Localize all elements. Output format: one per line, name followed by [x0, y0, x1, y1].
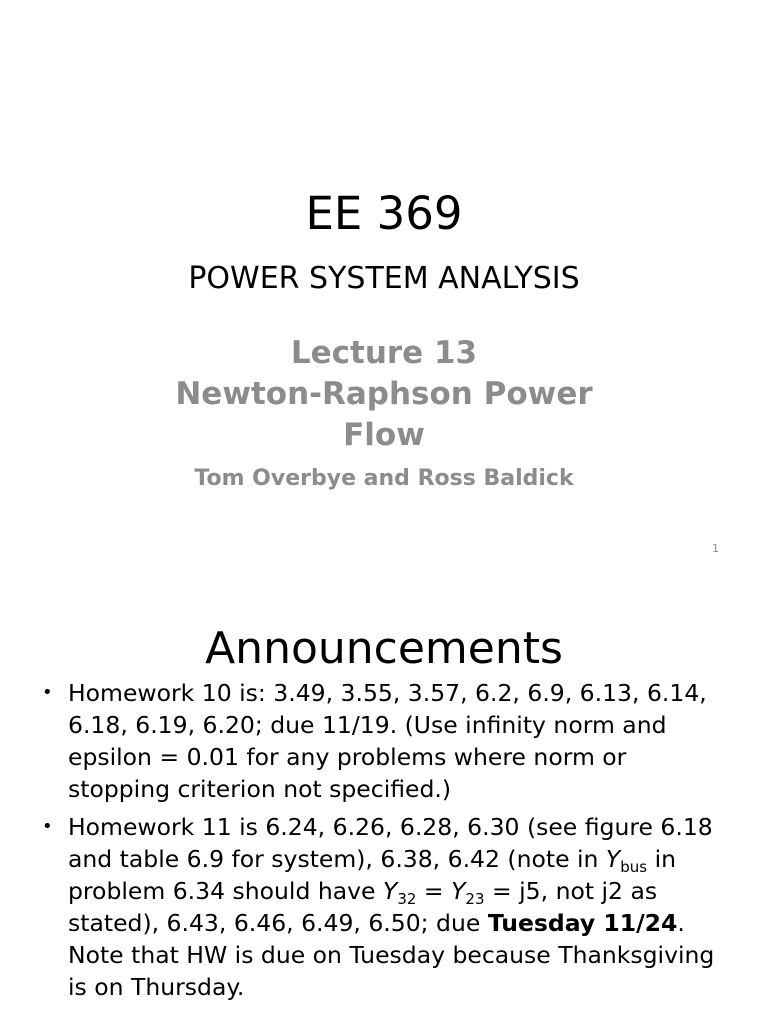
- text-segment: in problem 6.34 should have: [68, 845, 677, 905]
- variable-y: Y: [451, 877, 466, 905]
- due-date: Tuesday 11/24: [487, 909, 678, 937]
- variable-y: Y: [605, 845, 621, 873]
- text-segment: Homework 11 is 6.24, 6.26, 6.28, 6.30 (see figure 6.18 and table 6.9 for system), 6.38, 6.42 (note in: [68, 813, 713, 873]
- page-number: 1: [712, 542, 719, 555]
- lecture-number: Lecture 13: [290, 335, 478, 371]
- lecture-subtitle: [0, 333, 768, 494]
- announcements-slide: [0, 580, 768, 1024]
- course-code: EE 369: [305, 187, 463, 240]
- slide-title: Announcements: [205, 623, 563, 674]
- lecture-topic-line2: Flow: [343, 417, 425, 453]
- bullet-text: [68, 813, 714, 1001]
- subscript-23: 23: [465, 890, 485, 908]
- bullet-item: [42, 811, 732, 1003]
- bullet-item: [42, 677, 732, 805]
- bullet-icon: •: [42, 682, 53, 703]
- course-title: POWER SYSTEM ANALYSIS: [188, 261, 580, 296]
- lecture-topic-line1: Newton-Raphson Power: [175, 376, 593, 412]
- text-segment: = j5, not j2 as stated), 6.43, 6.46, 6.49, 6.50; due: [68, 877, 658, 937]
- authors: Tom Overbye and Ross Baldick: [194, 466, 574, 491]
- variable-y: Y: [382, 877, 398, 905]
- subscript-bus: bus: [620, 858, 648, 876]
- text-segment: =: [416, 877, 452, 905]
- bullet-text: Homework 10 is: 3.49, 3.55, 3.57, 6.2, 6.9, 6.13, 6.14, 6.18, 6.19, 6.20; due 11/19. (Use infinity norm and epsilon = 0.01 for any problems where norm or stopping criterion not specified.): [68, 679, 707, 803]
- bullet-icon: •: [42, 816, 53, 837]
- text-segment: . Note that HW is due on Tuesday because Thanksgiving is on Thursday.: [68, 909, 715, 1001]
- bullet-list: [42, 677, 732, 1009]
- subscript-32: 32: [397, 890, 417, 908]
